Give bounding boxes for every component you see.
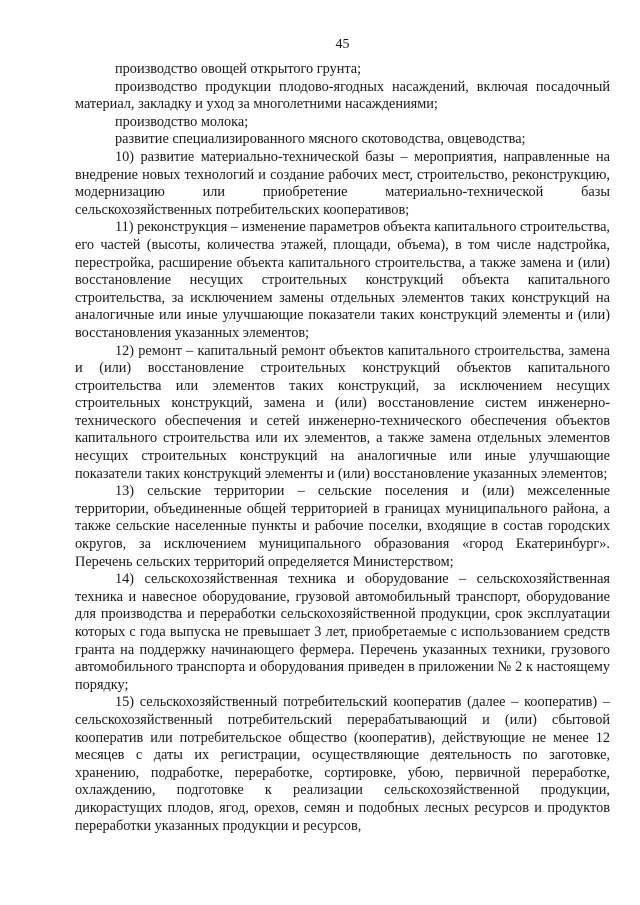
paragraph-item-11: 11) реконструкция – изменение параметров объекта капитального строительства, его частей (высоты, количества этажей, площади, объема), в том числе надстройка, перестройка, расширение объекта капитального строительства, а также замена и (или) восстановление несущих строительных конструкций объекта капитального строительства, за исключением замены отдельных элементов таких конструкций на аналогичные или иные улучшающие показатели таких конструкций элементы и (или) восстановления указанных элементов; xyxy=(75,219,610,341)
paragraph-fruit-berry: производство продукции плодово-ягодных насаждений, включая посадочный материал, закладку и уход за многолетними насаждениями; xyxy=(75,78,610,113)
paragraph-item-10: 10) развитие материально-технической базы – мероприятия, направленные на внедрение новых технологий и создание рабочих мест, строительство, реконструкцию, модернизацию или приобретение материально-технической базы сельскохозяйственных потребительских кооперативов; xyxy=(75,148,610,218)
document-body xyxy=(75,61,610,835)
paragraph-item-14: 14) сельскохозяйственная техника и оборудование – сельскохозяйственная техника и навесное оборудование, грузовой автомобильный транспорт, оборудование для производства и переработки сельскохозяйственной продукции, срок эксплуатации которых с года выпуска не превышает 3 лет, приобретаемые с использованием средств гранта на поддержку начинающего фермера. Перечень указанных техники, грузового автомобильного транспорта и оборудования приведен в приложении № 2 к настоящему порядку; xyxy=(75,571,610,693)
paragraph-item-13: 13) сельские территории – сельские поселения и (или) межселенные территории, объединенные общей территорией в границах муниципального района, а также сельские населенные пункты и рабочие поселки, входящие в состав городских округов, за исключением муниципального образования «город Екатеринбург». Перечень сельских территорий определяется Министерством; xyxy=(75,483,610,570)
paragraph-meat-cattle: развитие специализированного мясного скотоводства, овцеводства; xyxy=(115,131,526,148)
page-number: 45 xyxy=(335,37,350,52)
paragraph-vegetables: производство овощей открытого грунта; xyxy=(115,61,362,77)
paragraph-item-15: 15) сельскохозяйственный потребительский кооператив (далее – кооператив) – сельскохозяйственный потребительский перерабатывающий и (или) сбытовой кооператив или потребительское общество (кооператив), действующие не менее 12 месяцев с даты их регистрации, осуществляющие деятельность по заготовке, хранению, подработке, переработке, сортировке, убою, первичной переработке, охлаждению, подготовке к реализации сельскохозяйственной продукции, дикорастущих плодов, ягод, орехов, семян и подобных лесных ресурсов и продуктов переработки указанных продукции и ресурсов, xyxy=(75,694,610,834)
paragraph-item-12: 12) ремонт – капитальный ремонт объектов капитального строительства, замена и (или) восстановление строительных конструкций объектов капитального строительства или элементов таких конструкций, за исключением несущих строительных конструкций, замена и (или) восстановление систем инженерно-технического обеспечения и сетей инженерно-технического обеспечения объектов капитального строительства или их элементов, а также замена отдельных элементов несущих строительных конструкций на аналогичные или иные улучшающие показатели таких конструкций элементы и (или) восстановление указанных элементов; xyxy=(75,342,610,482)
paragraph-milk: производство молока; xyxy=(115,113,249,130)
